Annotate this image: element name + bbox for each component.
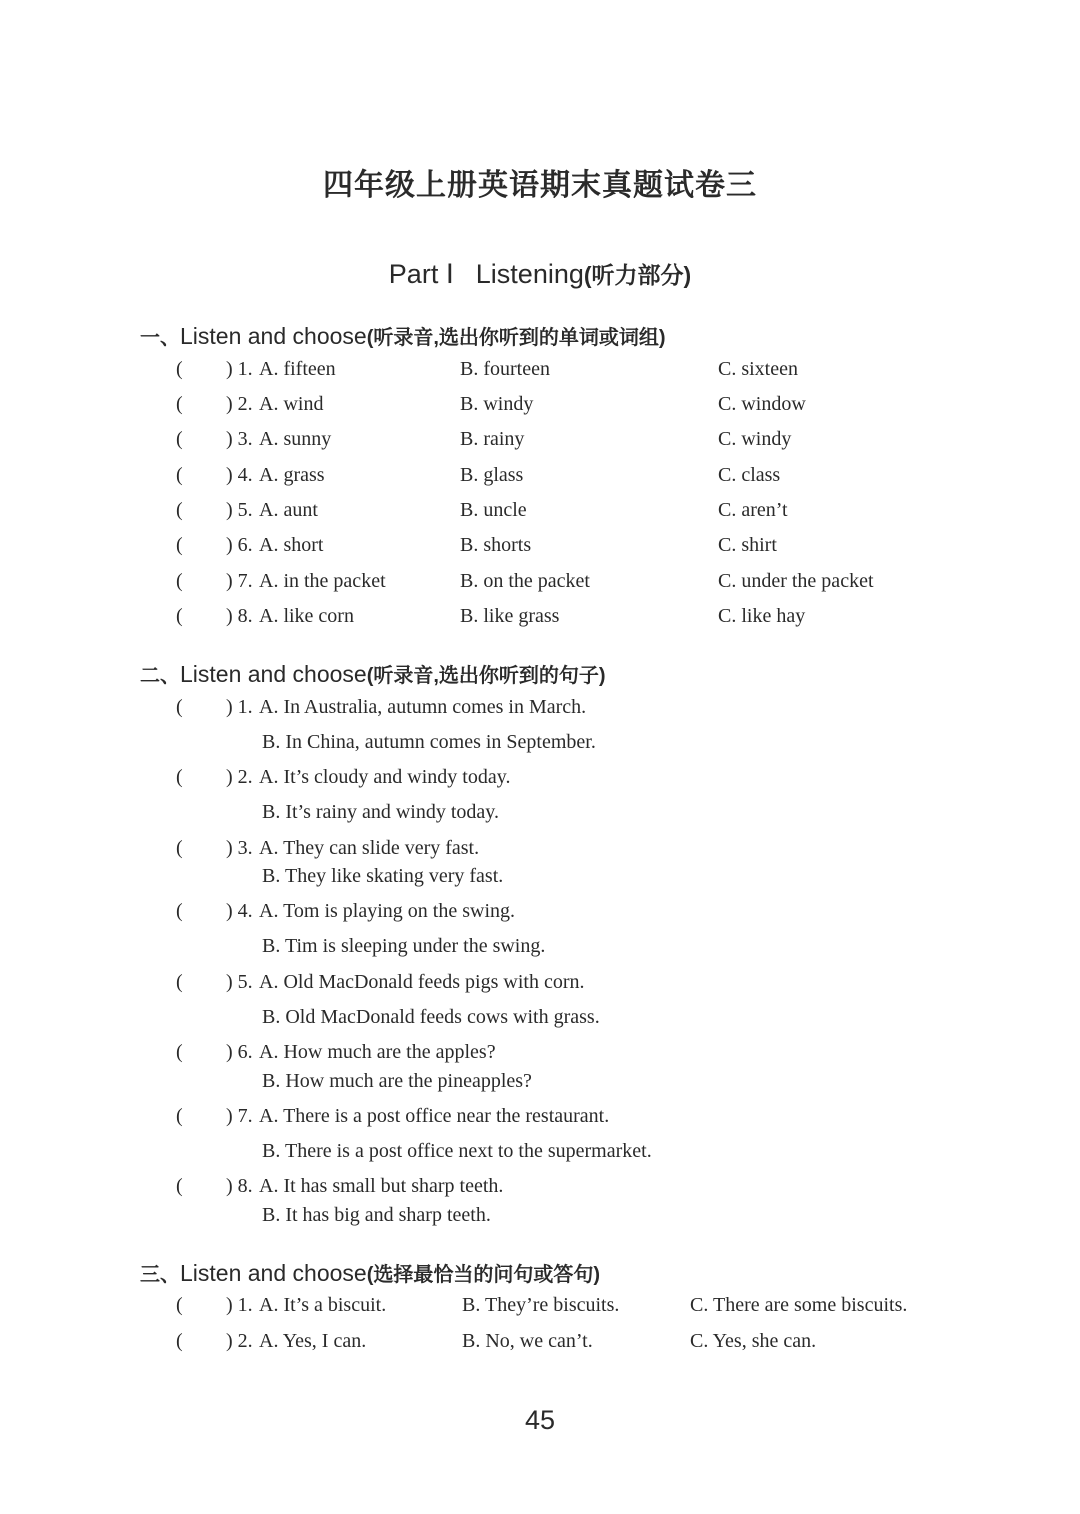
option-a: A. How much are the apples? — [259, 1041, 496, 1063]
option-b: B. Old MacDonald feeds cows with grass. — [262, 1006, 600, 1028]
answer-bracket[interactable]: ( — [176, 605, 183, 627]
section-1-header — [140, 321, 666, 350]
option-b: B. There is a post office next to the supermarket. — [262, 1140, 652, 1162]
question-number: ) 2. — [226, 766, 253, 788]
question-row — [0, 464, 1080, 494]
section-2-title: Listen and choose — [180, 661, 367, 687]
question-row-b — [0, 1204, 1080, 1234]
option-b: B. It’s rainy and windy today. — [262, 801, 500, 823]
option-a: A. In Australia, autumn comes in March. — [259, 696, 587, 718]
section-2-header — [140, 659, 606, 688]
option-c: C. sixteen — [718, 358, 798, 380]
question-row-b — [0, 1006, 1080, 1036]
answer-bracket[interactable]: ( — [176, 766, 183, 788]
question-row — [0, 358, 1080, 388]
question-number: ) 5. — [226, 971, 253, 993]
question-row — [0, 393, 1080, 423]
question-number: ) 8. — [226, 1175, 253, 1197]
answer-bracket[interactable]: ( — [176, 1330, 183, 1352]
option-b: B. They like skating very fast. — [262, 865, 504, 887]
question-row — [0, 900, 1080, 930]
question-row — [0, 971, 1080, 1001]
option-b: B. rainy — [460, 428, 525, 450]
option-b: B. How much are the pineapples? — [262, 1070, 532, 1092]
answer-bracket[interactable]: ( — [176, 1175, 183, 1197]
option-a: A. Yes, I can. — [259, 1330, 367, 1352]
option-b: B. glass — [460, 464, 524, 486]
question-number: ) 1. — [226, 1294, 253, 1316]
option-a: A. aunt — [259, 499, 318, 521]
option-b: B. windy — [460, 393, 534, 415]
option-a: A. They can slide very fast. — [259, 837, 480, 859]
option-b: B. They’re biscuits. — [462, 1294, 620, 1316]
section-1-number: 一、 — [140, 327, 180, 349]
question-row — [0, 605, 1080, 635]
question-number: ) 3. — [226, 837, 253, 859]
part-heading — [0, 257, 1080, 290]
question-row — [0, 837, 1080, 867]
question-row — [0, 1105, 1080, 1135]
option-c: C. like hay — [718, 605, 806, 627]
question-number: ) 7. — [226, 1105, 253, 1127]
option-c: C. under the packet — [718, 570, 874, 592]
option-a: A. Old MacDonald feeds pigs with corn. — [259, 971, 585, 993]
question-row-b — [0, 1140, 1080, 1170]
answer-bracket[interactable]: ( — [176, 499, 183, 521]
question-row — [0, 1175, 1080, 1205]
exam-title: 四年级上册英语期末真题试卷三 — [323, 169, 757, 202]
answer-bracket[interactable]: ( — [176, 1105, 183, 1127]
option-c: C. aren’t — [718, 499, 788, 521]
question-row — [0, 1330, 1080, 1360]
answer-bracket[interactable]: ( — [176, 428, 183, 450]
answer-bracket[interactable]: ( — [176, 464, 183, 486]
question-row — [0, 499, 1080, 529]
answer-bracket[interactable]: ( — [176, 358, 183, 380]
option-a: A. grass — [259, 464, 325, 486]
option-a: A. It’s cloudy and windy today. — [259, 766, 511, 788]
question-row — [0, 766, 1080, 796]
question-number: ) 4. — [226, 464, 253, 486]
answer-bracket[interactable]: ( — [176, 696, 183, 718]
option-b: B. fourteen — [460, 358, 550, 380]
option-a: A. Tom is playing on the swing. — [259, 900, 516, 922]
question-row — [0, 1294, 1080, 1324]
question-number: ) 1. — [226, 358, 253, 380]
part-label: Part Ⅰ — [388, 259, 454, 289]
question-row-b — [0, 1070, 1080, 1100]
question-number: ) 6. — [226, 534, 253, 556]
answer-bracket[interactable]: ( — [176, 971, 183, 993]
question-number: ) 2. — [226, 393, 253, 415]
question-row-b — [0, 935, 1080, 965]
answer-bracket[interactable]: ( — [176, 1294, 183, 1316]
answer-bracket[interactable]: ( — [176, 1041, 183, 1063]
question-row — [0, 534, 1080, 564]
option-c: C. windy — [718, 428, 792, 450]
option-b: B. like grass — [460, 605, 560, 627]
question-row — [0, 570, 1080, 600]
section-2-number: 二、 — [140, 665, 180, 687]
answer-bracket[interactable]: ( — [176, 534, 183, 556]
option-c: C. window — [718, 393, 806, 415]
answer-bracket[interactable]: ( — [176, 570, 183, 592]
part-name: Listening — [475, 259, 584, 289]
option-c: C. There are some biscuits. — [690, 1294, 908, 1316]
option-b: B. Tim is sleeping under the swing. — [262, 935, 546, 957]
question-row-b — [0, 731, 1080, 761]
page-number: 45 — [524, 1405, 556, 1435]
section-2-instruction: (听录音,选出你听到的句子) — [366, 665, 606, 687]
option-b: B. on the packet — [460, 570, 590, 592]
question-row-b — [0, 865, 1080, 895]
question-number: ) 4. — [226, 900, 253, 922]
section-3-title: Listen and choose — [180, 1260, 367, 1286]
question-number: ) 7. — [226, 570, 253, 592]
question-row — [0, 1041, 1080, 1071]
section-1-instruction: (听录音,选出你听到的单词或词组) — [366, 327, 666, 349]
section-3-header — [140, 1258, 600, 1287]
answer-bracket[interactable]: ( — [176, 393, 183, 415]
question-row — [0, 428, 1080, 458]
option-a: A. like corn — [259, 605, 354, 627]
section-1-title: Listen and choose — [180, 323, 367, 349]
option-a: A. It’s a biscuit. — [259, 1294, 387, 1316]
option-b: B. shorts — [460, 534, 532, 556]
option-a: A. fifteen — [259, 358, 336, 380]
option-b: B. uncle — [460, 499, 527, 521]
option-a: A. short — [259, 534, 324, 556]
part-cn: (听力部分) — [583, 262, 692, 288]
question-row-b — [0, 801, 1080, 831]
option-b: B. It has big and sharp teeth. — [262, 1204, 491, 1226]
section-3-number: 三、 — [140, 1264, 180, 1286]
question-number: ) 6. — [226, 1041, 253, 1063]
option-b: B. In China, autumn comes in September. — [262, 731, 596, 753]
question-number: ) 8. — [226, 605, 253, 627]
question-number: ) 3. — [226, 428, 253, 450]
answer-bracket[interactable]: ( — [176, 837, 183, 859]
option-a: A. sunny — [259, 428, 332, 450]
option-a: A. There is a post office near the restaurant. — [259, 1105, 610, 1127]
option-b: B. No, we can’t. — [462, 1330, 593, 1352]
option-a: A. in the packet — [259, 570, 386, 592]
question-number: ) 5. — [226, 499, 253, 521]
option-a: A. It has small but sharp teeth. — [259, 1175, 504, 1197]
option-c: C. class — [718, 464, 781, 486]
question-number: ) 1. — [226, 696, 253, 718]
option-a: A. wind — [259, 393, 324, 415]
option-c: C. Yes, she can. — [690, 1330, 817, 1352]
option-c: C. shirt — [718, 534, 777, 556]
question-row — [0, 696, 1080, 726]
section-3-instruction: (选择最恰当的问句或答句) — [366, 1264, 601, 1286]
question-number: ) 2. — [226, 1330, 253, 1352]
answer-bracket[interactable]: ( — [176, 900, 183, 922]
